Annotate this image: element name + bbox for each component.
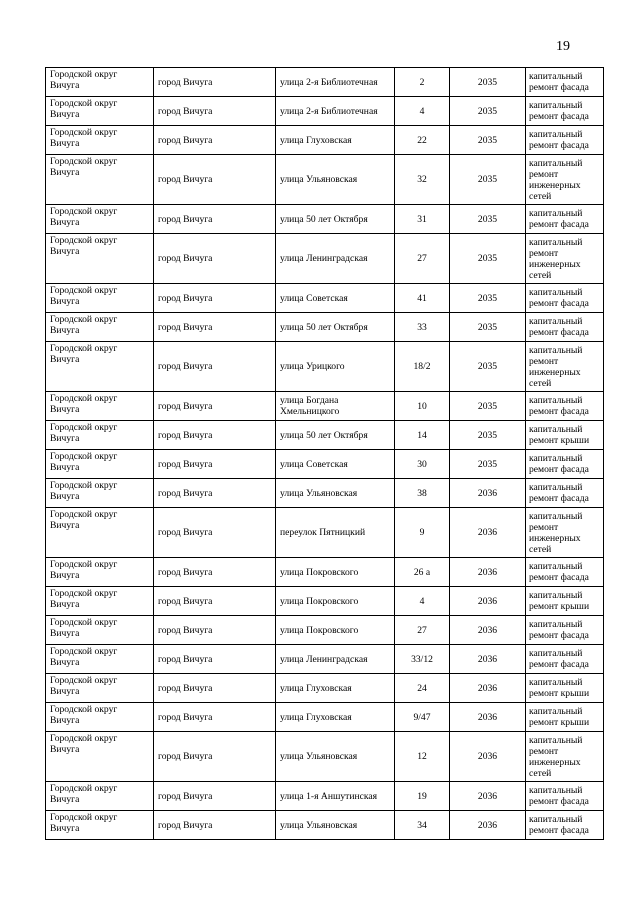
work-type-cell: капитальный ремонт фасада [526,126,604,155]
house-number-cell: 27 [395,234,450,284]
settlement-cell: город Вичуга [154,645,276,674]
settlement-cell: город Вичуга [154,284,276,313]
table-row [46,205,604,234]
year-cell: 2036 [450,811,526,840]
table-row [46,126,604,155]
work-type-cell: капитальный ремонт крыши [526,674,604,703]
street-cell: улица Глуховская [276,703,395,732]
house-number-cell: 38 [395,479,450,508]
municipality-cell: Городской округ Вичуга [46,558,154,587]
work-type-cell: капитальный ремонт фасада [526,811,604,840]
year-cell: 2036 [450,782,526,811]
year-cell: 2036 [450,508,526,558]
table-row [46,508,604,558]
year-cell: 2036 [450,674,526,703]
municipality-cell: Городской округ Вичуга [46,421,154,450]
table-row [46,558,604,587]
street-cell: улица Покровского [276,558,395,587]
municipality-cell: Городской округ Вичуга [46,732,154,782]
street-cell: улица 1-я Аншутинская [276,782,395,811]
table-row [46,732,604,782]
municipality-cell: Городской округ Вичуга [46,508,154,558]
municipality-cell: Городской округ Вичуга [46,811,154,840]
municipality-cell: Городской округ Вичуга [46,97,154,126]
municipality-cell: Городской округ Вичуга [46,284,154,313]
year-cell: 2036 [450,703,526,732]
house-number-cell: 18/2 [395,342,450,392]
table-row [46,674,604,703]
work-type-cell: капитальный ремонт крыши [526,587,604,616]
year-cell: 2035 [450,97,526,126]
house-number-cell: 10 [395,392,450,421]
municipality-cell: Городской округ Вичуга [46,703,154,732]
year-cell: 2036 [450,587,526,616]
settlement-cell: город Вичуга [154,616,276,645]
work-type-cell: капитальный ремонт фасада [526,68,604,97]
house-number-cell: 33/12 [395,645,450,674]
work-type-cell: капитальный ремонт инженерных сетей [526,234,604,284]
year-cell: 2036 [450,645,526,674]
work-type-cell: капитальный ремонт инженерных сетей [526,342,604,392]
table-row [46,392,604,421]
settlement-cell: город Вичуга [154,587,276,616]
work-type-cell: капитальный ремонт фасада [526,479,604,508]
house-number-cell: 27 [395,616,450,645]
table-row [46,234,604,284]
settlement-cell: город Вичуга [154,732,276,782]
year-cell: 2036 [450,616,526,645]
street-cell: улица Урицкого [276,342,395,392]
settlement-cell: город Вичуга [154,97,276,126]
municipality-cell: Городской округ Вичуга [46,126,154,155]
work-type-cell: капитальный ремонт фасада [526,205,604,234]
house-number-cell: 33 [395,313,450,342]
settlement-cell: город Вичуга [154,450,276,479]
street-cell: переулок Пятницкий [276,508,395,558]
street-cell: улица 50 лет Октября [276,313,395,342]
municipality-cell: Городской округ Вичуга [46,479,154,508]
work-type-cell: капитальный ремонт фасада [526,392,604,421]
year-cell: 2035 [450,68,526,97]
municipality-cell: Городской округ Вичуга [46,313,154,342]
street-cell: улица Ульяновская [276,155,395,205]
work-type-cell: капитальный ремонт крыши [526,703,604,732]
street-cell: улица 50 лет Октября [276,421,395,450]
work-type-cell: капитальный ремонт инженерных сетей [526,732,604,782]
year-cell: 2035 [450,284,526,313]
street-cell: улица Ульяновская [276,479,395,508]
municipality-cell: Городской округ Вичуга [46,205,154,234]
year-cell: 2035 [450,392,526,421]
street-cell: улица Ленинградская [276,645,395,674]
settlement-cell: город Вичуга [154,126,276,155]
house-number-cell: 34 [395,811,450,840]
year-cell: 2036 [450,732,526,782]
settlement-cell: город Вичуга [154,674,276,703]
house-number-cell: 32 [395,155,450,205]
table-row [46,342,604,392]
work-type-cell: капитальный ремонт фасада [526,97,604,126]
table-row [46,782,604,811]
settlement-cell: город Вичуга [154,782,276,811]
house-number-cell: 41 [395,284,450,313]
settlement-cell: город Вичуга [154,508,276,558]
municipality-cell: Городской округ Вичуга [46,782,154,811]
municipality-cell: Городской округ Вичуга [46,155,154,205]
street-cell: улица Ульяновская [276,732,395,782]
street-cell: улица Богдана Хмельницкого [276,392,395,421]
settlement-cell: город Вичуга [154,703,276,732]
house-number-cell: 31 [395,205,450,234]
municipality-cell: Городской округ Вичуга [46,68,154,97]
year-cell: 2035 [450,234,526,284]
house-number-cell: 4 [395,97,450,126]
work-type-cell: капитальный ремонт фасада [526,313,604,342]
settlement-cell: город Вичуга [154,558,276,587]
settlement-cell: город Вичуга [154,68,276,97]
settlement-cell: город Вичуга [154,421,276,450]
street-cell: улица Советская [276,284,395,313]
year-cell: 2036 [450,558,526,587]
municipality-cell: Городской округ Вичуга [46,616,154,645]
work-type-cell: капитальный ремонт фасада [526,558,604,587]
table-row [46,703,604,732]
work-type-cell: капитальный ремонт инженерных сетей [526,508,604,558]
table-row [46,97,604,126]
table-row [46,155,604,205]
work-type-cell: капитальный ремонт фасада [526,782,604,811]
settlement-cell: город Вичуга [154,392,276,421]
table-row [46,479,604,508]
work-type-cell: капитальный ремонт фасада [526,284,604,313]
year-cell: 2035 [450,126,526,155]
street-cell: улица 2-я Библиотечная [276,68,395,97]
work-type-cell: капитальный ремонт фасада [526,616,604,645]
street-cell: улица 50 лет Октября [276,205,395,234]
settlement-cell: город Вичуга [154,234,276,284]
settlement-cell: город Вичуга [154,342,276,392]
table-row [46,811,604,840]
table-row [46,68,604,97]
house-number-cell: 14 [395,421,450,450]
house-number-cell: 9 [395,508,450,558]
house-number-cell: 22 [395,126,450,155]
street-cell: улица Советская [276,450,395,479]
work-type-cell: капитальный ремонт крыши [526,421,604,450]
municipality-cell: Городской округ Вичуга [46,234,154,284]
house-number-cell: 9/47 [395,703,450,732]
house-number-cell: 4 [395,587,450,616]
page-number: 19 [556,39,570,54]
work-type-cell: капитальный ремонт фасада [526,645,604,674]
work-type-cell: капитальный ремонт инженерных сетей [526,155,604,205]
house-number-cell: 19 [395,782,450,811]
year-cell: 2035 [450,421,526,450]
street-cell: улица Ленинградская [276,234,395,284]
house-number-cell: 30 [395,450,450,479]
street-cell: улица Глуховская [276,674,395,703]
year-cell: 2035 [450,155,526,205]
year-cell: 2035 [450,342,526,392]
settlement-cell: город Вичуга [154,811,276,840]
table-row [46,450,604,479]
year-cell: 2036 [450,479,526,508]
house-number-cell: 26 а [395,558,450,587]
settlement-cell: город Вичуга [154,155,276,205]
settlement-cell: город Вичуга [154,479,276,508]
year-cell: 2035 [450,205,526,234]
settlement-cell: город Вичуга [154,205,276,234]
street-cell: улица 2-я Библиотечная [276,97,395,126]
municipality-cell: Городской округ Вичуга [46,587,154,616]
table-row [46,421,604,450]
street-cell: улица Покровского [276,616,395,645]
table-row [46,313,604,342]
table-row [46,587,604,616]
house-number-cell: 24 [395,674,450,703]
work-type-cell: капитальный ремонт фасада [526,450,604,479]
municipality-cell: Городской округ Вичуга [46,450,154,479]
street-cell: улица Покровского [276,587,395,616]
settlement-cell: город Вичуга [154,313,276,342]
table-row [46,616,604,645]
table-row [46,645,604,674]
year-cell: 2035 [450,313,526,342]
house-number-cell: 12 [395,732,450,782]
repair-schedule-table [45,67,604,840]
municipality-cell: Городской округ Вичуга [46,674,154,703]
street-cell: улица Ульяновская [276,811,395,840]
year-cell: 2035 [450,450,526,479]
municipality-cell: Городской округ Вичуга [46,645,154,674]
municipality-cell: Городской округ Вичуга [46,342,154,392]
street-cell: улица Глуховская [276,126,395,155]
house-number-cell: 2 [395,68,450,97]
table-row [46,284,604,313]
municipality-cell: Городской округ Вичуга [46,392,154,421]
